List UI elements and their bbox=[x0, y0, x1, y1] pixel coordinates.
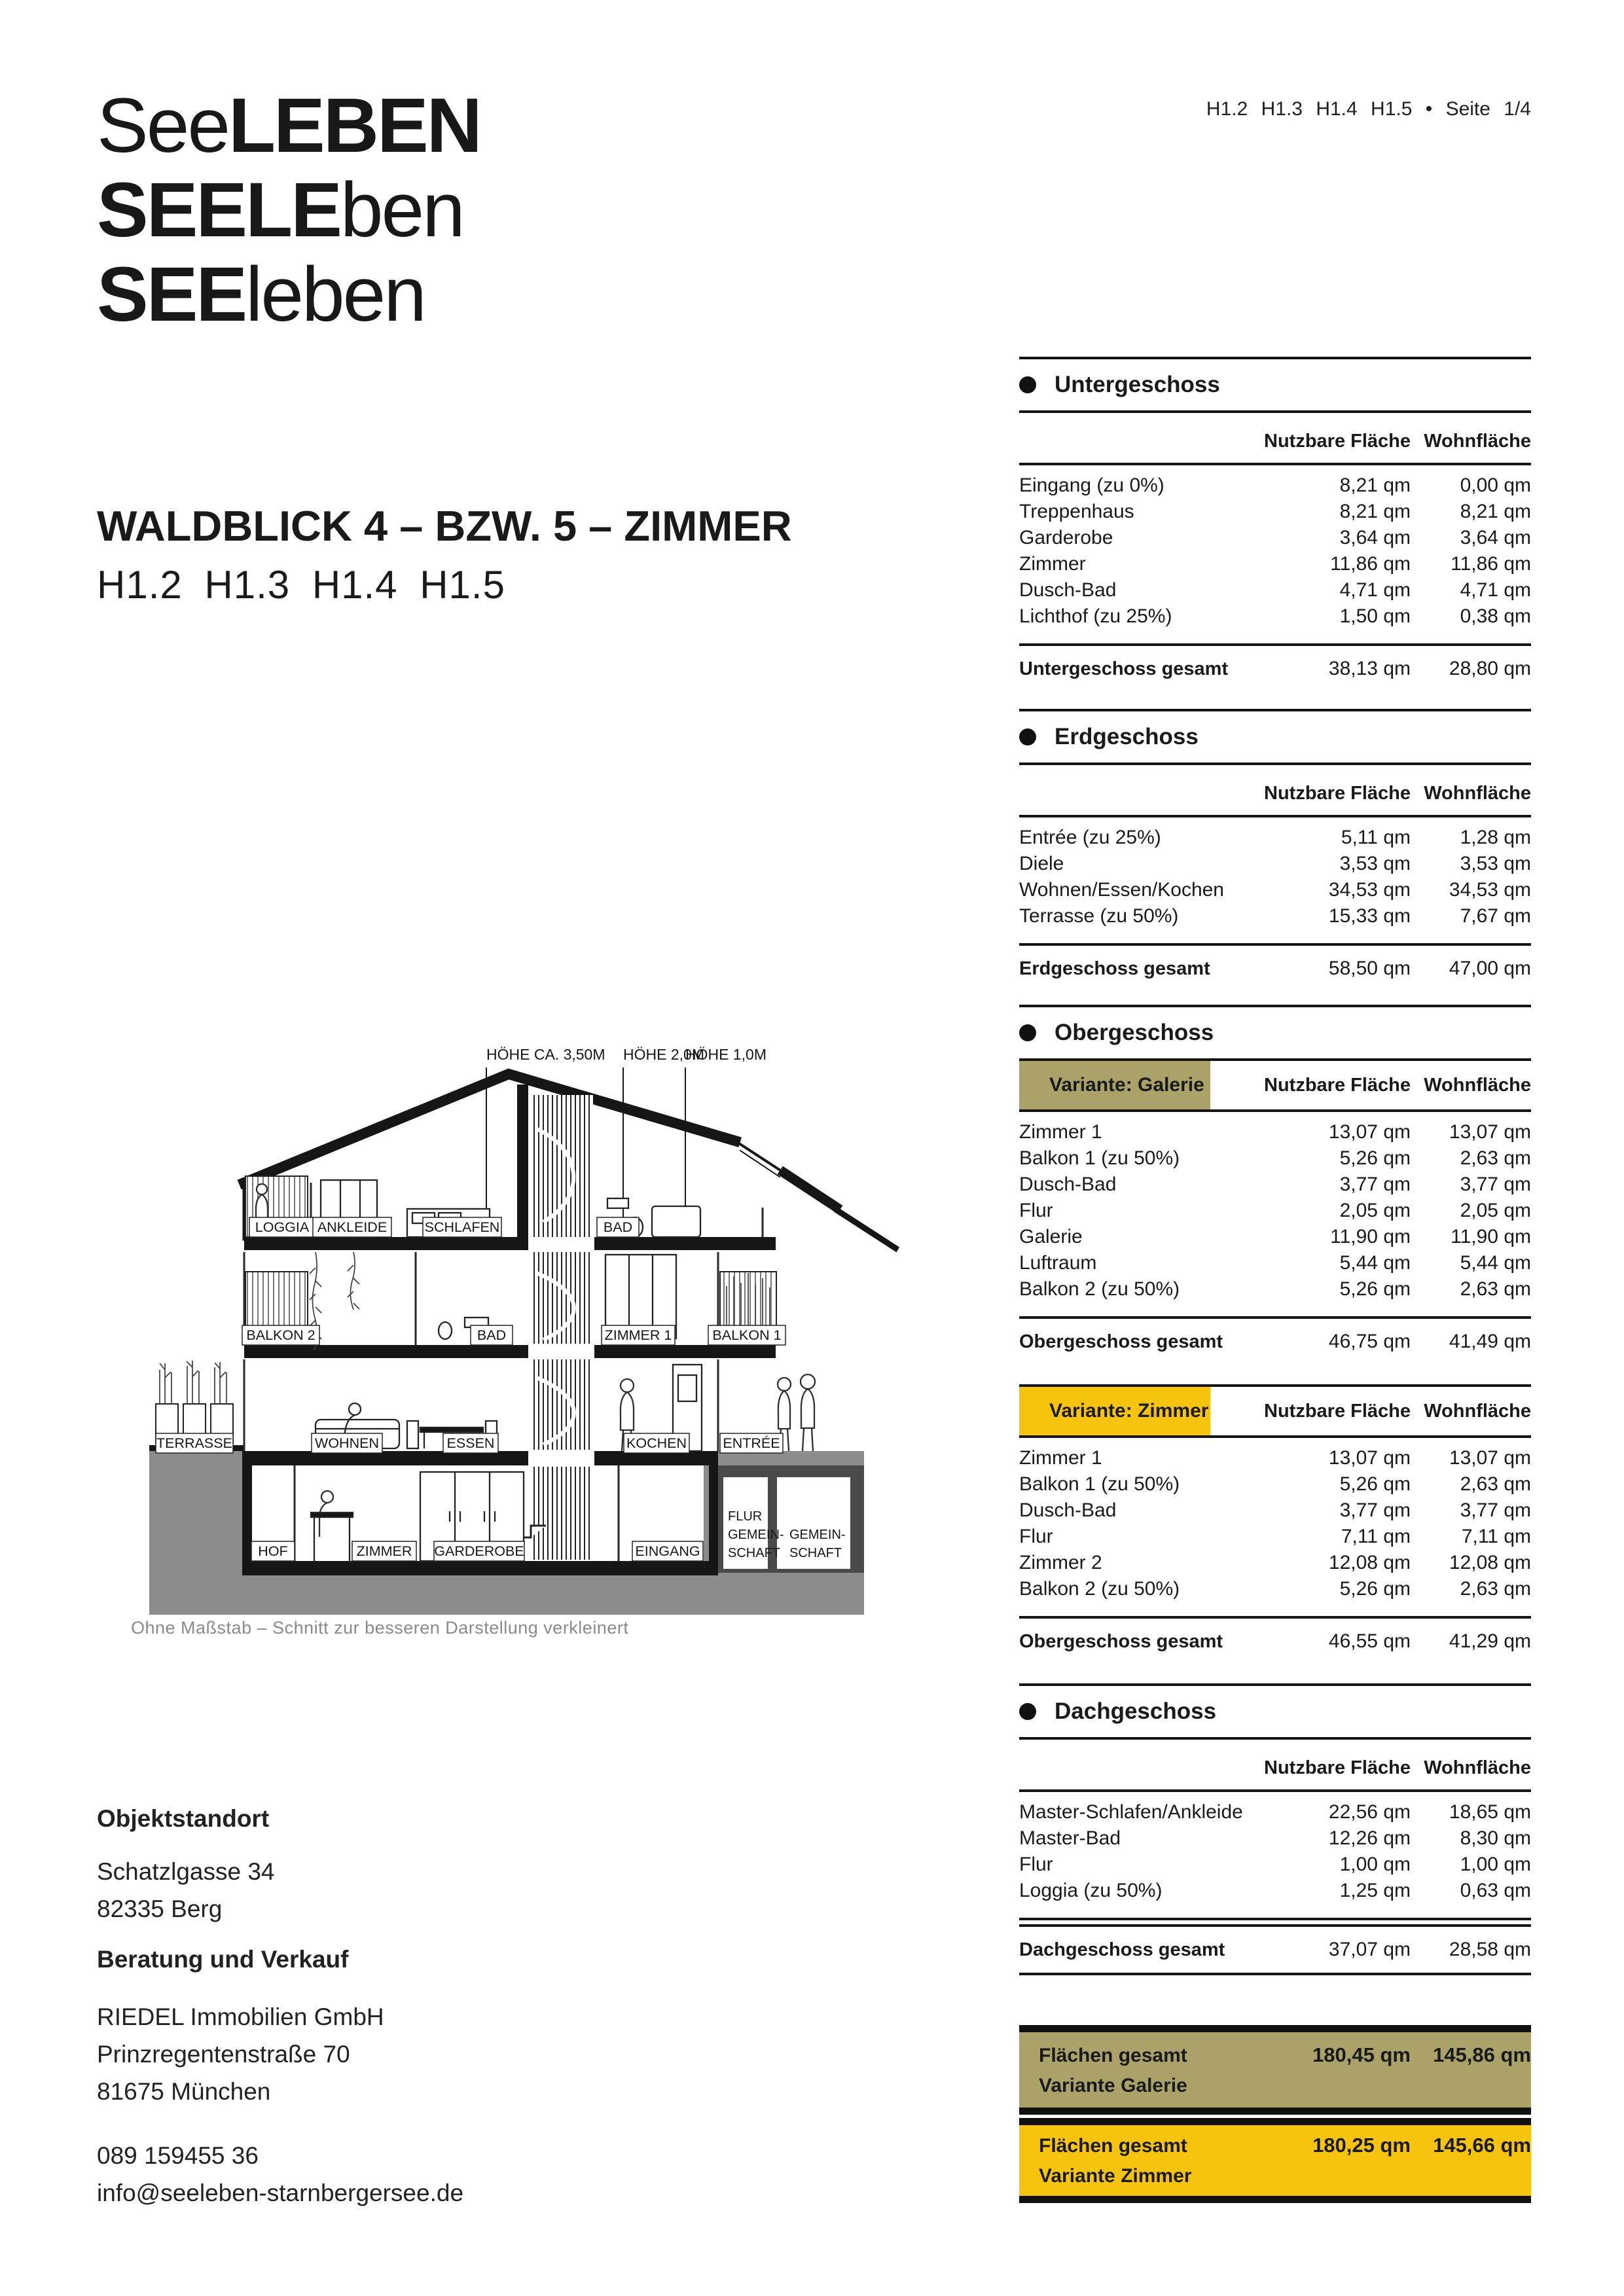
table-row: Balkon 1 (zu 50%) 5,26 qm 2,63 qm bbox=[1019, 1147, 1531, 1169]
col-header-wohnflaeche: Wohnfläche bbox=[1424, 431, 1531, 452]
table-row: Balkon 1 (zu 50%) 5,26 qm 2,63 qm bbox=[1019, 1473, 1531, 1495]
column-headers bbox=[1019, 413, 1531, 463]
total-row: Dachgeschoss gesamt 37,07 qm 28,58 qm bbox=[1019, 1939, 1531, 1960]
svg-text:BAD: BAD bbox=[603, 1219, 633, 1235]
section-bullet-icon bbox=[1019, 376, 1036, 393]
room-label-loggia bbox=[249, 1217, 315, 1237]
seated-person-basement bbox=[321, 1491, 333, 1503]
variant-header-galerie bbox=[1019, 1061, 1531, 1109]
table-row: Diele 3,53 qm 3,53 qm bbox=[1019, 853, 1531, 874]
stair-tower-wall bbox=[517, 1085, 528, 1239]
room-label-hof bbox=[251, 1541, 295, 1561]
email-address: info@seeleben-starnbergersee.de bbox=[97, 2179, 464, 2206]
contact-block bbox=[97, 1804, 463, 2212]
table-row: Galerie 11,90 qm 11,90 qm bbox=[1019, 1226, 1531, 1247]
room-label-balkon1 bbox=[708, 1325, 785, 1345]
section-bullet-icon bbox=[1019, 1703, 1036, 1720]
terrace-plants bbox=[160, 1361, 226, 1404]
section-untergeschoss bbox=[1019, 357, 1531, 692]
room-label-terrasse bbox=[156, 1433, 233, 1453]
summary-wohnflaeche: 145,66 qm bbox=[1433, 2134, 1531, 2157]
svg-text:GEMEIN-: GEMEIN- bbox=[728, 1528, 784, 1542]
location-street: Schatzlgasse 34 bbox=[97, 1858, 275, 1885]
room-label-zimmer-ug bbox=[352, 1541, 416, 1561]
room-label-zimmer1 bbox=[602, 1325, 675, 1345]
room-rows bbox=[1019, 465, 1531, 643]
summary-nutzflaeche: 180,25 qm bbox=[1312, 2134, 1411, 2157]
table-row: Loggia (zu 50%) 1,25 qm 0,63 qm bbox=[1019, 1880, 1531, 1901]
section-drawing-svg bbox=[124, 1011, 949, 1640]
svg-text:SCHAFT: SCHAFT bbox=[728, 1546, 780, 1560]
table-row: Balkon 2 (zu 50%) 5,26 qm 2,63 qm bbox=[1019, 1278, 1531, 1300]
svg-text:ENTRÉE: ENTRÉE bbox=[723, 1435, 780, 1451]
height-label-ridge: HÖHE CA. 3,50M bbox=[486, 1046, 605, 1063]
room-label-entree bbox=[720, 1433, 783, 1453]
variant-badge-galerie: Variante: Galerie bbox=[1019, 1061, 1210, 1109]
room-rows bbox=[1019, 1438, 1531, 1616]
col-header-nutzflaeche: Nutzbare Fläche bbox=[1264, 1074, 1411, 1096]
svg-text:SCHAFT: SCHAFT bbox=[789, 1546, 842, 1560]
room-label-balkon2 bbox=[242, 1325, 319, 1345]
divider bbox=[1019, 2025, 1531, 2032]
drawing-caption: Ohne Maßstab – Schnitt zur besseren Darstellung verkleinert bbox=[131, 1618, 629, 1638]
room-rows bbox=[1019, 1112, 1531, 1316]
svg-text:ZIMMER: ZIMMER bbox=[356, 1543, 412, 1559]
summary-label: Flächen gesamt bbox=[1039, 2044, 1187, 2066]
bathtub bbox=[652, 1206, 700, 1237]
section-erdgeschoss bbox=[1019, 709, 1531, 992]
variant-badge-zimmer: Variante: Zimmer bbox=[1019, 1387, 1210, 1435]
building-section-drawing bbox=[124, 1011, 949, 1640]
section-heading: Dachgeschoss bbox=[1055, 1698, 1217, 1724]
toilet bbox=[439, 1322, 452, 1339]
section-dachgeschoss bbox=[1019, 1683, 1531, 1975]
table-row: Zimmer 1 13,07 qm 13,07 qm bbox=[1019, 1447, 1531, 1469]
table-row: Dusch-Bad 4,71 qm 4,71 qm bbox=[1019, 579, 1531, 601]
table-row: Flur 7,11 qm 7,11 qm bbox=[1019, 1526, 1531, 1547]
location-city: 82335 Berg bbox=[97, 1895, 223, 1922]
height-label-2m: HÖHE 2,0M bbox=[623, 1046, 704, 1063]
col-header-nutzflaeche: Nutzbare Fläche bbox=[1264, 1757, 1411, 1778]
svg-text:EINGANG: EINGANG bbox=[635, 1543, 700, 1559]
svg-text:ANKLEIDE: ANKLEIDE bbox=[317, 1219, 388, 1235]
summary-variant: Variante Galerie bbox=[1039, 2074, 1187, 2096]
sales-heading: Beratung und Verkauf bbox=[97, 1946, 349, 1973]
summary-zimmer bbox=[1019, 2118, 1531, 2203]
section-heading: Obergeschoss bbox=[1055, 1020, 1214, 1045]
svg-text:TERRASSE: TERRASSE bbox=[156, 1435, 232, 1451]
sales-street: Prinzregentenstraße 70 bbox=[97, 2041, 350, 2068]
logo-line-3: SEEleben bbox=[97, 251, 425, 338]
room-label-wohnen bbox=[312, 1433, 382, 1453]
svg-text:BAD: BAD bbox=[477, 1327, 507, 1343]
room-label-kochen bbox=[624, 1433, 689, 1453]
table-row: Terrasse (zu 50%) 15,33 qm 7,67 qm bbox=[1019, 905, 1531, 927]
total-row: Obergeschoss gesamt 46,75 qm 41,49 qm bbox=[1019, 1331, 1531, 1352]
room-rows bbox=[1019, 1792, 1531, 1918]
svg-text:BALKON 1: BALKON 1 bbox=[712, 1327, 782, 1343]
table-row: Zimmer 2 12,08 qm 12,08 qm bbox=[1019, 1552, 1531, 1573]
col-header-nutzflaeche: Nutzbare Fläche bbox=[1264, 1400, 1411, 1422]
logo-line-2: SEELEben bbox=[97, 167, 463, 253]
table-row: Master-Bad 12,26 qm 8,30 qm bbox=[1019, 1827, 1531, 1849]
summary-wohnflaeche: 145,86 qm bbox=[1433, 2043, 1531, 2066]
section-heading: Untergeschoss bbox=[1055, 372, 1220, 397]
page-meta: H1.2 H1.3 H1.4 H1.5 • Seite 1/4 bbox=[1206, 98, 1531, 120]
page-title: WALDBLICK 4 – BZW. 5 – ZIMMER bbox=[97, 502, 792, 550]
col-header-wohnflaeche: Wohnfläche bbox=[1424, 1400, 1531, 1422]
height-label-1m: HÖHE 1,0M bbox=[685, 1046, 767, 1063]
col-header-wohnflaeche: Wohnfläche bbox=[1424, 783, 1531, 804]
variant-header-zimmer bbox=[1019, 1387, 1531, 1435]
phone-number: 089 159455 36 bbox=[97, 2142, 259, 2169]
table-row: Flur 2,05 qm 2,05 qm bbox=[1019, 1200, 1531, 1221]
table-row: Zimmer 11,86 qm 11,86 qm bbox=[1019, 553, 1531, 575]
summary-variant: Variante Zimmer bbox=[1039, 2165, 1192, 2187]
svg-text:SCHLAFEN: SCHLAFEN bbox=[424, 1219, 500, 1235]
table-row: Garderobe 3,64 qm 3,64 qm bbox=[1019, 527, 1531, 548]
table-row: Dusch-Bad 3,77 qm 3,77 qm bbox=[1019, 1174, 1531, 1195]
table-row: Eingang (zu 0%) 8,21 qm 0,00 qm bbox=[1019, 475, 1531, 496]
column-headers bbox=[1019, 765, 1531, 815]
dining-table bbox=[420, 1427, 483, 1432]
location-heading: Objektstandort bbox=[97, 1805, 270, 1832]
divider bbox=[1019, 1973, 1531, 1975]
summary-galerie bbox=[1019, 2025, 1531, 2115]
svg-text:KOCHEN: KOCHEN bbox=[626, 1435, 687, 1451]
room-label-ankleide bbox=[313, 1217, 391, 1237]
table-row: Entrée (zu 25%) 5,11 qm 1,28 qm bbox=[1019, 827, 1531, 848]
total-row: Erdgeschoss gesamt 58,50 qm 47,00 qm bbox=[1019, 958, 1531, 979]
svg-text:WOHNEN: WOHNEN bbox=[315, 1435, 379, 1451]
table-row: Flur 1,00 qm 1,00 qm bbox=[1019, 1854, 1531, 1875]
room-label-garderobe bbox=[434, 1541, 524, 1561]
seeleben-logo bbox=[97, 84, 480, 337]
divider bbox=[1019, 2118, 1531, 2125]
total-row: Untergeschoss gesamt 38,13 qm 28,80 qm bbox=[1019, 658, 1531, 679]
svg-text:FLUR: FLUR bbox=[728, 1509, 763, 1524]
summary-label: Flächen gesamt bbox=[1039, 2135, 1187, 2157]
table-row: Balkon 2 (zu 50%) 5,26 qm 2,63 qm bbox=[1019, 1578, 1531, 1600]
svg-text:GARDEROBE: GARDEROBE bbox=[434, 1543, 524, 1559]
col-header-wohnflaeche: Wohnfläche bbox=[1424, 1757, 1531, 1778]
svg-text:LOGGIA: LOGGIA bbox=[255, 1219, 310, 1235]
chair bbox=[407, 1421, 418, 1448]
section-obergeschoss-zimmer bbox=[1019, 1384, 1531, 1664]
table-row: Master-Schlafen/Ankleide 22,56 qm 18,65 qm bbox=[1019, 1801, 1531, 1823]
room-label-bad-og bbox=[471, 1325, 513, 1345]
logo-line-1: SeeLEBEN bbox=[97, 82, 480, 169]
svg-text:HOF: HOF bbox=[258, 1543, 288, 1559]
summary-nutzflaeche: 180,45 qm bbox=[1312, 2043, 1411, 2066]
table-row: Lichthof (zu 25%) 1,50 qm 0,38 qm bbox=[1019, 605, 1531, 627]
divider bbox=[1019, 2108, 1531, 2115]
table-row: Dusch-Bad 3,77 qm 3,77 qm bbox=[1019, 1499, 1531, 1521]
col-header-wohnflaeche: Wohnfläche bbox=[1424, 1074, 1531, 1096]
column-headers bbox=[1019, 1740, 1531, 1789]
page-subtitle: H1.2 H1.3 H1.4 H1.5 bbox=[97, 563, 505, 607]
svg-text:ESSEN: ESSEN bbox=[446, 1435, 495, 1451]
sales-city: 81675 München bbox=[97, 2078, 271, 2105]
section-heading: Erdgeschoss bbox=[1055, 724, 1199, 749]
kitchen-window bbox=[678, 1375, 696, 1401]
room-label-bad-dg bbox=[597, 1217, 639, 1237]
room-label-schlafen bbox=[423, 1217, 501, 1237]
svg-text:GEMEIN-: GEMEIN- bbox=[789, 1528, 846, 1542]
svg-text:BALKON 2: BALKON 2 bbox=[246, 1327, 316, 1343]
section-bullet-icon bbox=[1019, 1024, 1036, 1041]
room-label-eingang bbox=[632, 1541, 703, 1561]
table-row: Zimmer 1 13,07 qm 13,07 qm bbox=[1019, 1121, 1531, 1143]
sales-company: RIEDEL Immobilien GmbH bbox=[97, 2003, 384, 2030]
title-block bbox=[97, 501, 792, 607]
section-bullet-icon bbox=[1019, 728, 1036, 745]
room-label-essen bbox=[443, 1433, 498, 1453]
svg-text:ZIMMER 1: ZIMMER 1 bbox=[604, 1327, 672, 1343]
total-row: Obergeschoss gesamt 46,55 qm 41,29 qm bbox=[1019, 1630, 1531, 1652]
table-row: Luftraum 5,44 qm 5,44 qm bbox=[1019, 1252, 1531, 1274]
sink bbox=[607, 1198, 628, 1208]
divider bbox=[1019, 2196, 1531, 2203]
table-row: Treppenhaus 8,21 qm 8,21 qm bbox=[1019, 501, 1531, 522]
room-rows bbox=[1019, 817, 1531, 943]
table-row: Wohnen/Essen/Kochen 34,53 qm 34,53 qm bbox=[1019, 879, 1531, 901]
section-obergeschoss-galerie bbox=[1019, 1005, 1531, 1365]
col-header-nutzflaeche: Nutzbare Fläche bbox=[1264, 783, 1411, 804]
seated-person bbox=[349, 1403, 361, 1415]
col-header-nutzflaeche: Nutzbare Fläche bbox=[1264, 431, 1411, 452]
desk bbox=[311, 1513, 353, 1517]
